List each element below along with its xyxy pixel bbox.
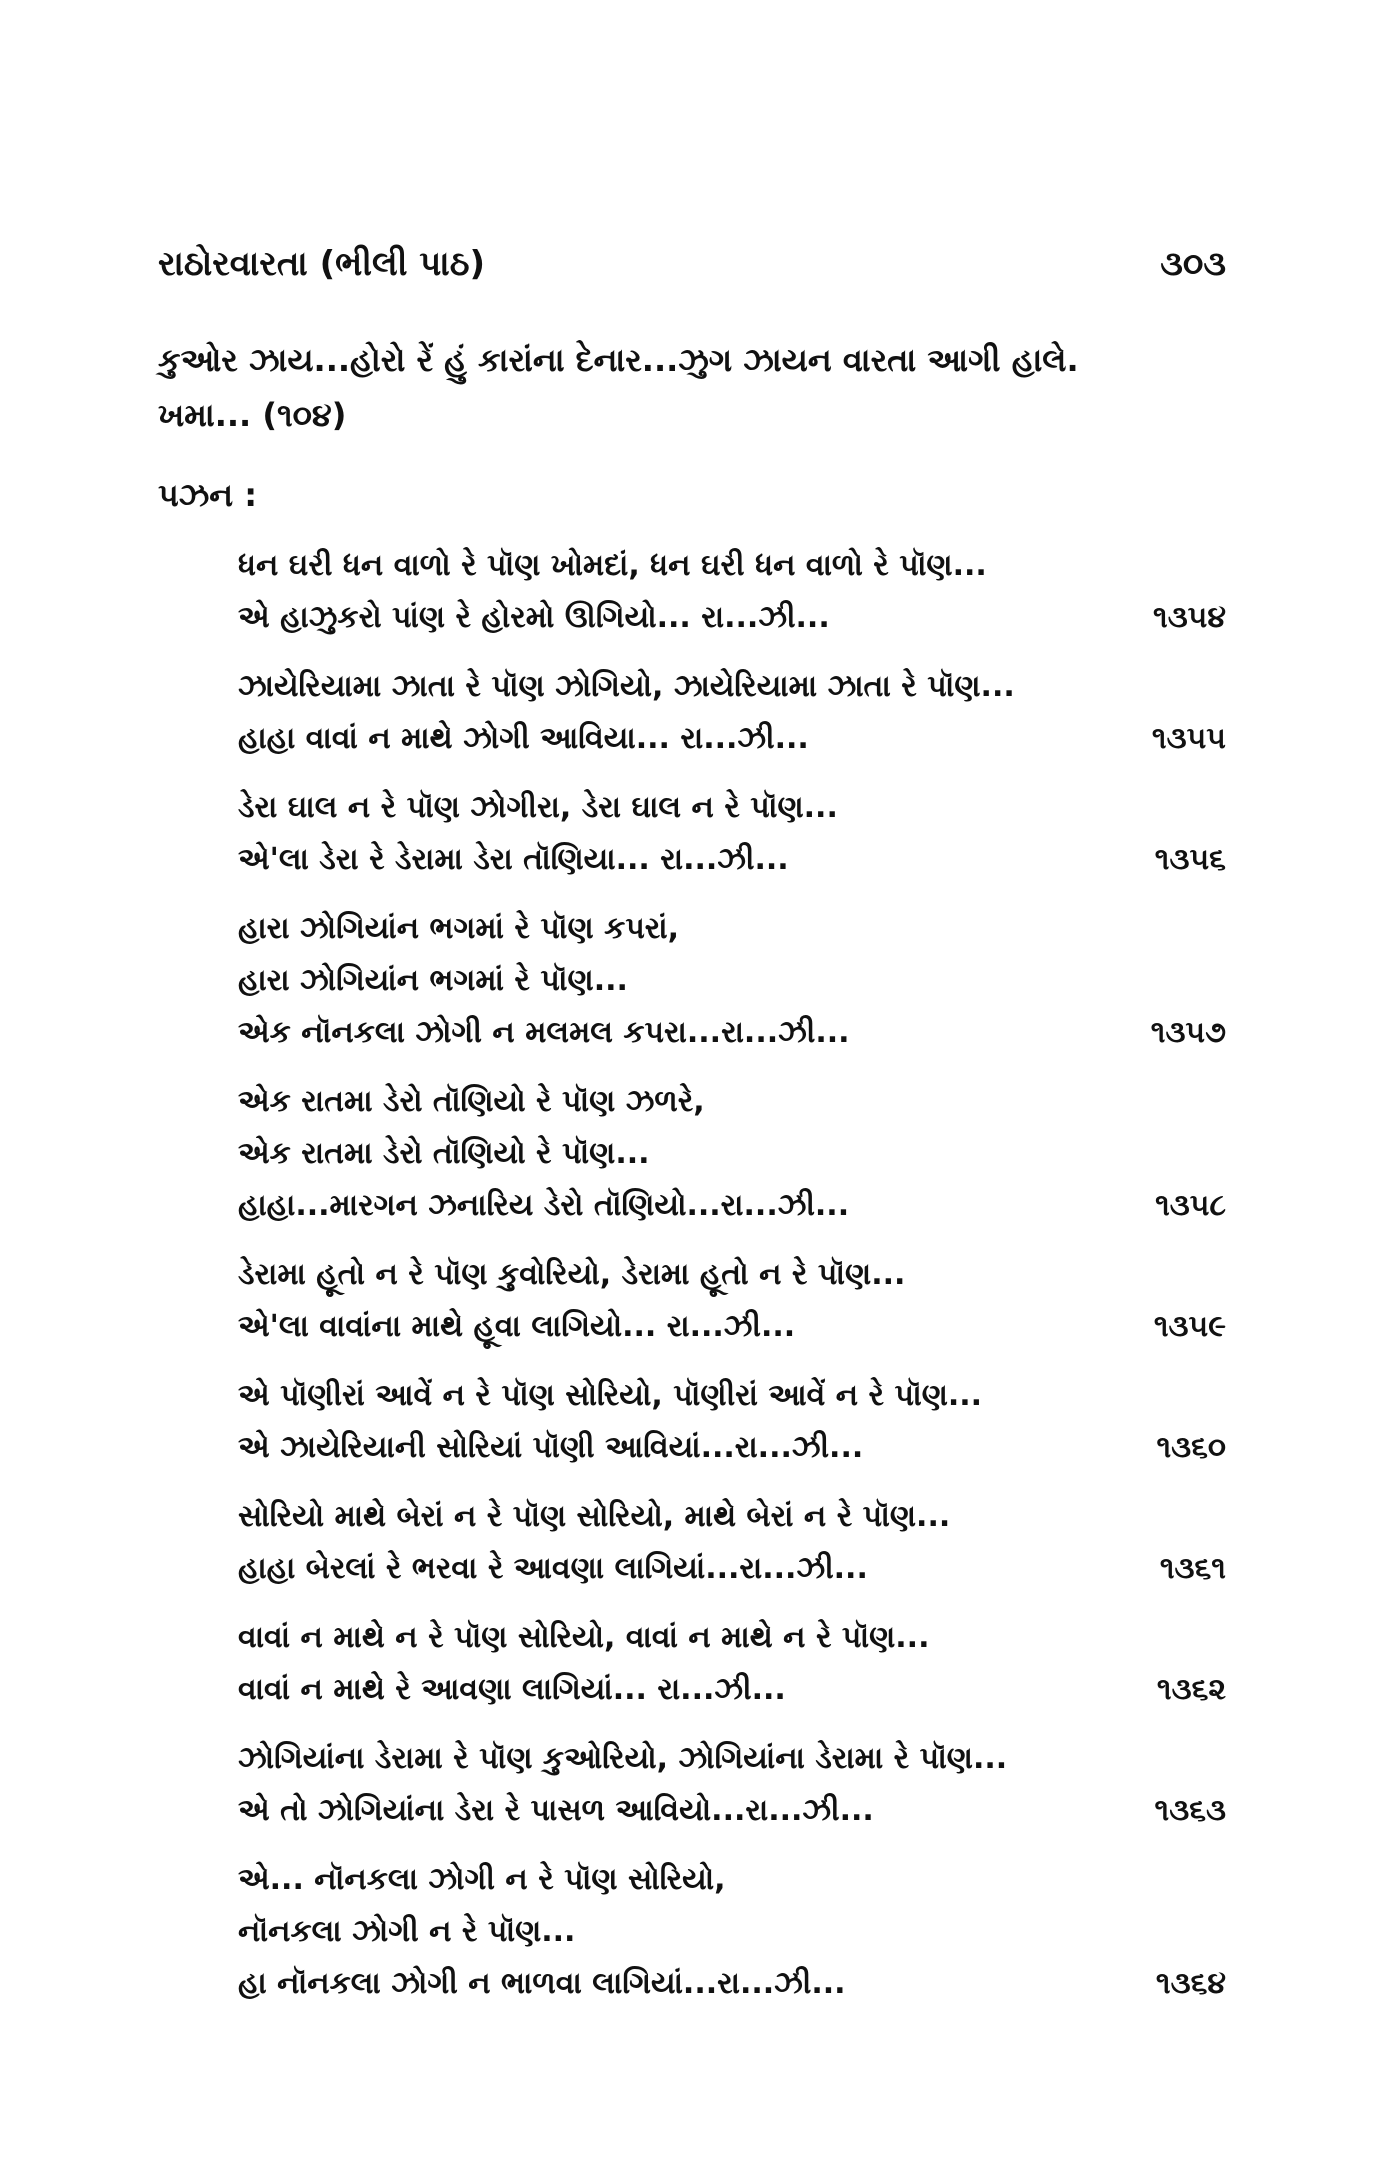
verse-stanza [238, 1612, 1226, 1716]
verse-text: એ હાઝુકરો પાંણ રે હોરમો ઊગિયો... રા...ઝી... [238, 600, 830, 635]
verse-line [238, 955, 1226, 1007]
verse-line [238, 1612, 1226, 1664]
intro-line: ખમા... (૧૦૪) [158, 396, 347, 434]
verse-line [238, 903, 1226, 955]
verse-number: ૧૩૫૪ [1153, 600, 1226, 635]
verse-stanza [238, 1491, 1226, 1595]
verse-number: ૧૩૬૩ [1154, 1793, 1226, 1828]
verse-line [238, 834, 1226, 886]
verse-line [238, 1249, 1226, 1301]
verse-line [238, 1733, 1226, 1785]
verse-list [238, 540, 1226, 2027]
verse-line [238, 1076, 1226, 1128]
verse-text: હારા ઝોગિયાંન ભગમાં રે પૉણ કપરાં, [238, 911, 680, 946]
verse-stanza [238, 1854, 1226, 2010]
verse-stanza [238, 1733, 1226, 1837]
verse-text: એ તો ઝોગિયાંના ડેરા રે પાસળ આવિયો...રા...ઝી... [238, 1793, 874, 1828]
verse-line [238, 1422, 1226, 1474]
verse-number: ૧૩૫૫ [1151, 721, 1226, 756]
verse-line [238, 1301, 1226, 1353]
page-number: ૩૦૩ [1160, 244, 1226, 284]
verse-stanza [238, 1370, 1226, 1474]
verse-text: એ'લા ડેરા રે ડેરામા ડેરા તૉણિયા... રા...ઝી... [238, 842, 789, 877]
verse-text: હાહા વાવાં ન માથે ઝોગી આવિયા... રા...ઝી... [238, 721, 809, 756]
verse-text: હાહા બેરલાં રે ભરવા રે આવણા લાગિયાં...રા...ઝી... [238, 1551, 868, 1586]
verse-line [238, 1906, 1226, 1958]
verse-number: ૧૩૫૭ [1150, 1015, 1226, 1050]
verse-line [238, 592, 1226, 644]
verse-stanza [238, 1249, 1226, 1353]
verse-stanza [238, 661, 1226, 765]
verse-line [238, 661, 1226, 713]
verse-line [238, 1958, 1226, 2010]
verse-text: ઝોગિયાંના ડેરામા રે પૉણ કુઓરિયો, ઝોગિયાંના ડેરામા રે પૉણ... [238, 1741, 1008, 1776]
verse-text: હાહા...મારગન ઝનારિય ડેરો તૉણિયો...રા...ઝી... [238, 1188, 850, 1223]
verse-text: એક રાતમા ડેરો તૉણિયો રે પૉણ ઝળરે, [238, 1084, 705, 1119]
verse-line [238, 1785, 1226, 1837]
verse-text: ધન ઘરી ધન વાળો રે પૉણ ખોમદાં, ધન ઘરી ધન વાળો રે પૉણ... [238, 548, 987, 583]
verse-text: ઝાયેરિયામા ઝાતા રે પૉણ ઝોગિયો, ઝાયેરિયામા ઝાતા રે પૉણ... [238, 669, 1015, 704]
verse-number: ૧૩૫૯ [1153, 1309, 1226, 1344]
running-title: રાઠોરવારતા (ભીલી પાઠ) [158, 244, 486, 284]
verse-line [238, 713, 1226, 765]
verse-line [238, 1128, 1226, 1180]
verse-text: એક રાતમા ડેરો તૉણિયો રે પૉણ... [238, 1136, 650, 1171]
verse-line [238, 1491, 1226, 1543]
verse-line [238, 1180, 1226, 1232]
verse-number: ૧૩૬૦ [1156, 1430, 1226, 1465]
verse-text: વાવાં ન માથે ન રે પૉણ સોરિયો, વાવાં ન માથે ન રે પૉણ... [238, 1620, 930, 1655]
verse-number: ૧૩૫૬ [1154, 842, 1226, 877]
verse-stanza [238, 782, 1226, 886]
verse-number: ૧૩૬૨ [1156, 1672, 1226, 1707]
verse-text: સોરિયો માથે બેરાં ન રે પૉણ સોરિયો, માથે બેરાં ન રે પૉણ... [238, 1499, 951, 1534]
verse-stanza [238, 540, 1226, 644]
verse-line [238, 782, 1226, 834]
verse-number: ૧૩૬૧ [1159, 1551, 1226, 1586]
verse-text: એ ઝાયેરિયાની સોરિયાં પૉણી આવિયાં...રા...ઝી... [238, 1430, 864, 1465]
verse-text: વાવાં ન માથે રે આવણા લાગિયાં... રા...ઝી... [238, 1672, 786, 1707]
verse-stanza [238, 903, 1226, 1059]
verse-text: એ... નૉનકલા ઝોગી ન રે પૉણ સોરિયો, [238, 1862, 726, 1897]
verse-number: ૧૩૬૪ [1155, 1966, 1226, 2001]
verse-line [238, 1543, 1226, 1595]
verse-text: હા નૉનકલા ઝોગી ન ભાળવા લાગિયાં...રા...ઝી... [238, 1966, 846, 2001]
verse-text: એ પૉણીરાં આવેં ન રે પૉણ સોરિયો, પૉણીરાં આવેં ન રે પૉણ... [238, 1378, 983, 1413]
verse-line [238, 1854, 1226, 1906]
verse-text: નૉનકલા ઝોગી ન રે પૉણ... [238, 1914, 576, 1949]
verse-line [238, 1664, 1226, 1716]
verse-line [238, 1370, 1226, 1422]
verse-text: હારા ઝોગિયાંન ભગમાં રે પૉણ... [238, 963, 628, 998]
verse-text: ડેરામા હૂતો ન રે પૉણ કુવોરિયો, ડેરામા હૂતો ન રે પૉણ... [238, 1257, 906, 1292]
verse-text: એક નૉનકલા ઝોગી ન મલમલ કપરા...રા...ઝી... [238, 1015, 850, 1050]
verse-number: ૧૩૫૮ [1155, 1188, 1226, 1223]
section-label: પઝન : [158, 476, 258, 514]
verse-text: એ'લા વાવાંના માથે હૂવા લાગિયો... રા...ઝી... [238, 1309, 796, 1344]
verse-text: ડેરા ઘાલ ન રે પૉણ ઝોગીરા, ડેરા ઘાલ ન રે પૉણ... [238, 790, 838, 825]
verse-line [238, 540, 1226, 592]
intro-paragraph [158, 333, 1226, 443]
verse-stanza [238, 1076, 1226, 1232]
verse-line [238, 1007, 1226, 1059]
intro-line: કુઓર ઝાય...હોરો રેં હું કારાંના દેનાર...ઝુગ ઝાયન વારતા આગી હાલે. [158, 341, 1079, 379]
